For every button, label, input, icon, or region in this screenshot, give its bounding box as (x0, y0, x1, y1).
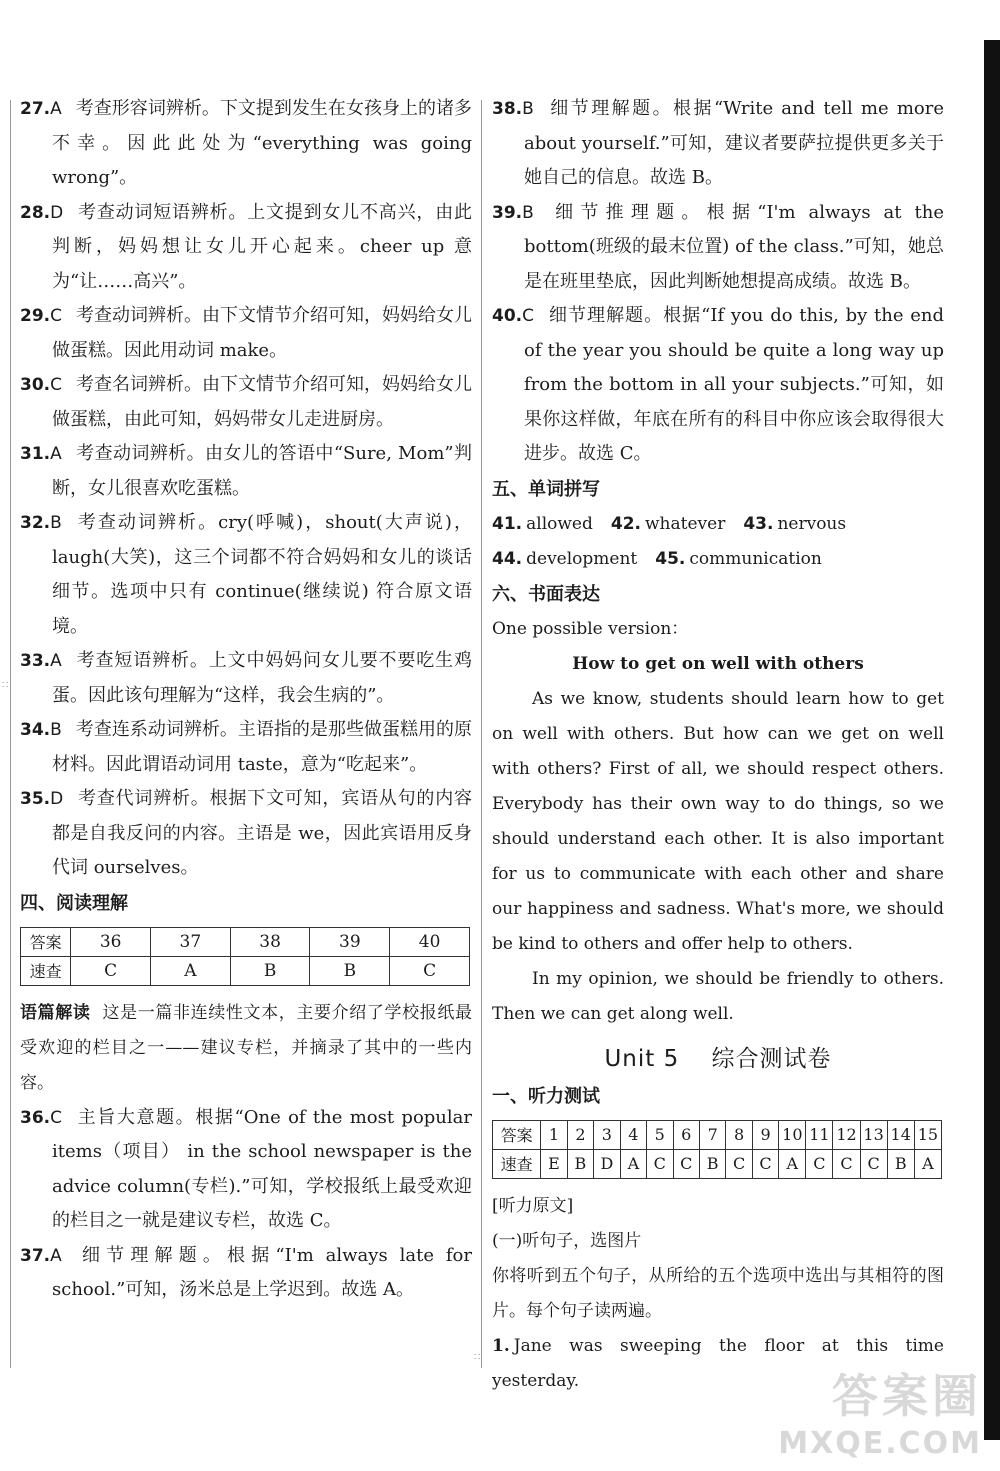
answer-item (20, 713, 472, 782)
answer-item (20, 368, 472, 437)
table-head-answer: 答案 (21, 927, 71, 956)
answer-letter: A (50, 651, 62, 671)
question-number-cell: 2 (567, 1120, 593, 1149)
question-number-cell: 10 (779, 1120, 806, 1149)
essay-paragraph-1: As we know, students should learn how to get on well with others. But how can we get on well with others? First of all, we should respect others. Everybody has their own way to do things, so we should understand each other. It is also important for us to communicate with each other and share our happiness and sadness. What's more, we should be kind to others and offer help to others. (492, 688, 944, 954)
question-number-cell: 9 (752, 1120, 778, 1149)
watermark-url: MXQE.COM (778, 1426, 982, 1461)
passage-label: 语篇解读 (20, 1002, 91, 1023)
spelling-item (611, 514, 725, 534)
explanation-text: 考查代词辨析。根据下文可知，宾语从句的内容都是自我反问的内容。主语是 we，因此宾语用反身代词 ourselves。 (52, 788, 472, 878)
explanation-text: 考查动词辨析。cry(呼喊)，shout(大声说)，laugh(大笑)，这三个词都不符合妈妈和女儿的谈话细节。选项中只有 continue(继续说) 符合原文语境。 (52, 512, 472, 637)
answer-item (20, 506, 472, 644)
question-number-cell: 1 (541, 1120, 567, 1149)
answer-item (20, 92, 472, 196)
question-number: 34. (20, 720, 51, 740)
unit-subtitle: 综合测试卷 (711, 1045, 832, 1072)
question-number: 28. (20, 202, 51, 223)
question-number-cell: 5 (647, 1120, 673, 1149)
answer-letter: A (50, 99, 62, 119)
spelling-row (492, 542, 944, 577)
spelling-answers (492, 507, 944, 577)
question-number: 35. (20, 789, 51, 809)
essay-paragraph-2: In my opinion, we should be friendly to others. Then we can get along well. (492, 968, 944, 1024)
question-number-cell: 6 (673, 1120, 699, 1149)
page-edge-shadow (984, 40, 1000, 1440)
question-number-cell: 8 (726, 1120, 752, 1149)
table-head-check: 速查 (493, 1149, 541, 1178)
question-number: 36. (20, 1107, 51, 1128)
question-number: 33. (20, 651, 51, 671)
answer-cell: A (779, 1149, 806, 1178)
question-number: 40. (492, 306, 523, 326)
question-number: 44. (492, 548, 523, 569)
spelling-item (655, 549, 822, 569)
spelling-item (743, 514, 846, 534)
sentence-number: 1. (492, 1335, 510, 1356)
binding-dots: ∷ (474, 1352, 481, 1363)
spelled-word: nervous (777, 513, 847, 534)
answer-letter: B (50, 720, 62, 740)
answer-letter: A (50, 1245, 62, 1266)
explanation-text: 细节理解题。根据“I'm always late for school.”可知，汤米总是上学迟到。故选 A。 (52, 1244, 472, 1300)
explanation-text: 细节理解题。根据“Write and tell me more about yourself.”可知，建议者要萨拉提供更多关于她自己的信息。故选 B。 (524, 98, 944, 188)
answer-item (20, 644, 472, 713)
watermark-brand: 答案圈 (832, 1369, 982, 1423)
answer-cell: B (567, 1149, 593, 1178)
question-number-cell: 39 (310, 927, 390, 956)
question-number: 27. (20, 99, 51, 119)
question-number: 30. (20, 375, 51, 395)
question-number-cell: 15 (914, 1120, 941, 1149)
answer-letter: C (522, 306, 534, 326)
spelled-word: whatever (645, 513, 726, 534)
explanation-text: 考查动词辨析。由下文情节介绍可知，妈妈给女儿做蛋糕。因此用动词 make。 (52, 305, 472, 361)
left-margin-line (10, 100, 11, 1368)
answer-letter: B (522, 99, 534, 119)
section-heading-writing: 六、书面表达 (492, 583, 600, 605)
answer-cell: C (806, 1149, 833, 1178)
answer-letter: D (50, 202, 64, 223)
passage-analysis (20, 996, 472, 1101)
reading-answer-table (20, 927, 470, 986)
column-divider (481, 100, 482, 1368)
explanation-text: 细节理解题。根据“If you do this, by the end of the year you should be quite a long way up from the bottom in all your subjects.”可知，如果你这样做，年底在所有的科目中你应该会取得很大进步。故选 C。 (524, 305, 944, 464)
answer-cell: E (541, 1149, 567, 1178)
question-number-cell: 14 (887, 1120, 914, 1149)
answer-letter: C (50, 1107, 62, 1128)
answer-letter: C (50, 306, 62, 326)
sentence-text: Jane was sweeping the floor at this time yesterday. (492, 1335, 944, 1391)
explanation-text: 细节推理题。根据“I'm always at the bottom(班级的最末位置) of the class.”可知，她总是在班里垫底，因此判断她想提高成绩。故选 B。 (524, 201, 944, 292)
answer-item (20, 1239, 472, 1308)
explanation-text: 考查动词辨析。由女儿的答语中“Sure, Mom”判断，女儿很喜欢吃蛋糕。 (52, 443, 472, 499)
answer-cell: A (914, 1149, 941, 1178)
question-number-cell: 40 (390, 927, 470, 956)
explanation-text: 考查动词短语辨析。上文提到女儿不高兴，由此判断，妈妈想让女儿开心起来。cheer up 意为“让……高兴”。 (52, 201, 472, 292)
question-number: 37. (20, 1245, 51, 1266)
question-number-cell: 12 (833, 1120, 860, 1149)
section-heading-spelling: 五、单词拼写 (492, 478, 600, 500)
explanation-text: 考查短语辨析。上文中妈妈问女儿要不要吃生鸡蛋。因此该句理解为“这样，我会生病的”。 (52, 650, 472, 706)
answer-cell: C (752, 1149, 778, 1178)
answer-cell: C (726, 1149, 752, 1178)
spelling-item (492, 514, 593, 534)
explanation-text: 主旨大意题。根据“One of the most popular items（项目） in the school newspaper is the advice column(专栏).”可知，学校报纸上最受欢迎的栏目之一就是建议专栏，故选 C。 (52, 1106, 472, 1231)
left-column (20, 92, 472, 1308)
question-number: 29. (20, 306, 51, 326)
table-head-answer: 答案 (493, 1120, 541, 1149)
answer-cell: B (887, 1149, 914, 1178)
answer-item (20, 437, 472, 506)
unit-name: Unit 5 (604, 1045, 680, 1072)
question-number: 31. (20, 444, 51, 464)
question-number-cell: 11 (806, 1120, 833, 1149)
spelling-item (492, 549, 637, 569)
spelled-word: development (526, 548, 638, 569)
explanation-text: 考查连系动词辨析。主语指的是那些做蛋糕用的原材料。因此谓语动词用 taste，意为“吃起来”。 (52, 719, 472, 775)
question-number: 45. (655, 548, 686, 569)
watermark (778, 1360, 982, 1461)
question-number: 41. (492, 513, 523, 534)
answer-cell: B (310, 956, 390, 985)
question-number: 39. (492, 202, 523, 223)
essay-title: How to get on well with others (572, 653, 864, 674)
answer-letter: B (522, 202, 534, 223)
answer-item (492, 299, 944, 472)
answer-list-36-37 (20, 1101, 472, 1308)
question-number: 38. (492, 99, 523, 119)
binding-dots: ∷ (2, 680, 9, 691)
spelled-word: allowed (526, 513, 593, 534)
question-number-cell: 7 (699, 1120, 725, 1149)
answer-list-38-40 (492, 92, 944, 472)
answer-cell: C (673, 1149, 699, 1178)
unit-title (492, 1040, 944, 1073)
answer-cell: B (699, 1149, 725, 1178)
spelling-row (492, 507, 944, 542)
question-number-cell: 3 (594, 1120, 621, 1149)
listening-answer-table (492, 1120, 942, 1179)
listening-instructions: 你将听到五个句子，从所给的五个选项中选出与其相符的图片。每个句子读两遍。 (492, 1265, 944, 1321)
answer-item (20, 1101, 472, 1239)
answer-item (492, 196, 944, 300)
section-heading-listening: 一、听力测试 (492, 1085, 600, 1107)
answer-cell: A (620, 1149, 646, 1178)
question-number-cell: 36 (71, 927, 151, 956)
question-number-cell: 4 (620, 1120, 646, 1149)
question-number: 43. (743, 513, 774, 534)
explanation-text: 考查名词辨析。由下文情节介绍可知，妈妈给女儿做蛋糕，由此可知，妈妈带女儿走进厨房。 (52, 374, 472, 430)
answer-item (492, 92, 944, 196)
answer-letter: D (50, 789, 64, 809)
answer-item (20, 299, 472, 368)
answer-letter: B (50, 513, 62, 533)
question-number-cell: 38 (230, 927, 310, 956)
answer-cell: C (390, 956, 470, 985)
version-label: One possible version： (492, 618, 689, 639)
part-one-heading: (一)听句子，选图片 (492, 1230, 642, 1251)
answer-cell: D (594, 1149, 621, 1178)
transcript-label: [听力原文] (492, 1195, 574, 1216)
answer-item (20, 196, 472, 300)
passage-text: 这是一篇非连续性文本，主要介绍了学校报纸最受欢迎的栏目之一——建议专栏，并摘录了其中的一些内容。 (20, 1002, 472, 1093)
answer-cell: C (833, 1149, 860, 1178)
table-head-check: 速查 (21, 956, 71, 985)
spelled-word: communication (689, 548, 822, 569)
answer-item (20, 782, 472, 886)
answer-cell: C (71, 956, 151, 985)
explanation-text: 考查形容词辨析。下文提到发生在女孩身上的诸多不幸。因此此处为“everything was going wrong”。 (52, 98, 472, 188)
question-number-cell: 37 (151, 927, 231, 956)
right-column (492, 92, 944, 1399)
answer-cell: C (860, 1149, 887, 1178)
answer-letter: A (50, 444, 62, 464)
answer-letter: C (50, 375, 62, 395)
section-heading-reading: 四、阅读理解 (20, 892, 128, 914)
question-number: 42. (610, 513, 641, 534)
answer-cell: B (230, 956, 310, 985)
question-number-cell: 13 (860, 1120, 887, 1149)
answer-cell: A (151, 956, 231, 985)
question-number: 32. (20, 513, 51, 533)
answer-cell: C (647, 1149, 673, 1178)
answer-list-27-35 (20, 92, 472, 886)
